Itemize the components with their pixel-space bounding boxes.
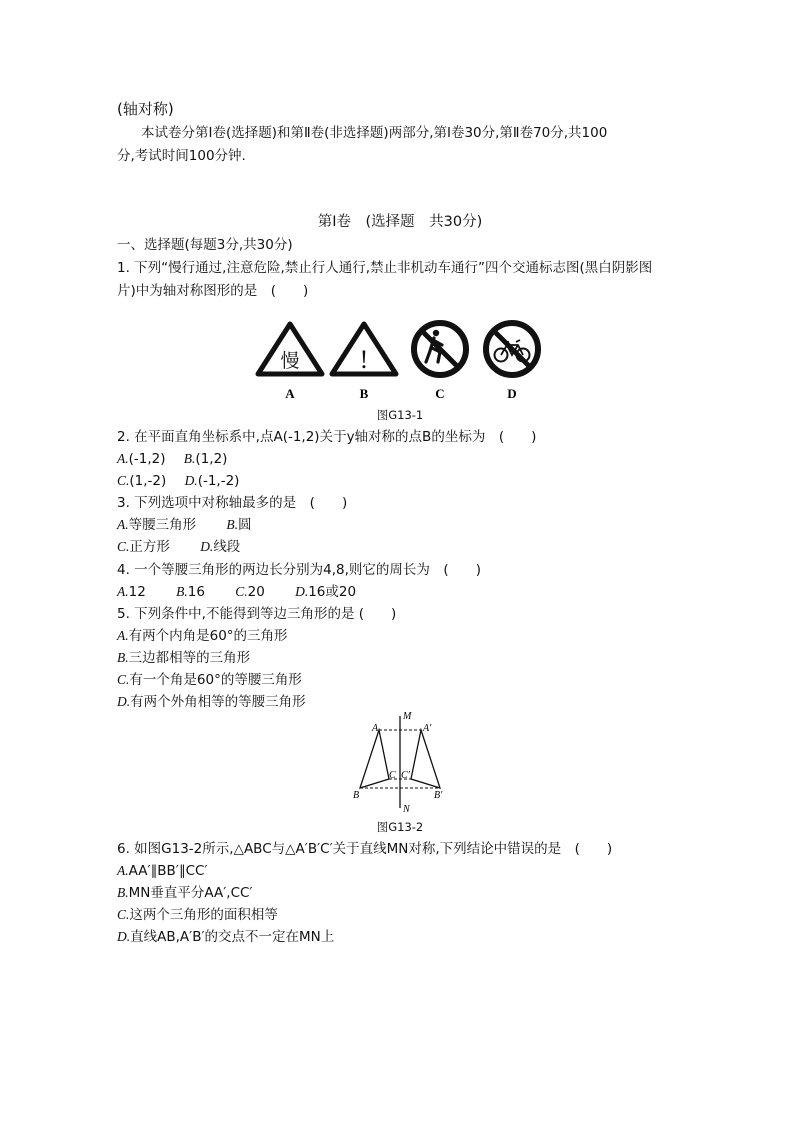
q5-option-b-text: 三边都相等的三角形 (128, 650, 251, 666)
slow-sign-icon (258, 324, 322, 374)
q1-stem-line-2: 片)中为轴对称图形的是 ( ) (117, 283, 309, 299)
label-c-prime: C′ (401, 770, 410, 781)
q6-option-b (117, 884, 253, 902)
q4-option-d-text: 16或20 (308, 584, 357, 600)
q3-option-b-letter: B. (226, 517, 239, 532)
q3-options-row-2 (117, 538, 254, 556)
q5-option-d-text: 有两个外角相等的等腰三角形 (130, 694, 306, 710)
q5-option-b (117, 649, 250, 667)
q6-option-d-text: 直线AB,A′B′的交点不一定在MN上 (130, 929, 335, 945)
label-n: N (403, 804, 410, 814)
symmetry-figure (345, 708, 455, 814)
traffic-signs-figure (250, 318, 550, 408)
q6-option-c (117, 906, 278, 924)
part1-heading: 第Ⅰ卷 (选择题 共30分) (317, 214, 483, 230)
q5-option-d (117, 693, 306, 711)
q3-option-b-text: 圆 (238, 517, 252, 533)
q6-stem: 6. 如图G13-2所示,△ABC与△A′B′C′关于直线MN对称,下列结论中错误的是 ( ) (117, 841, 613, 857)
q1-stem-line-1: 1. 下列“慢行通过,注意危险,禁止行人通行,禁止非机动车通行”四个交通标志图(黑白阴影图 (117, 260, 653, 276)
q5-option-a-text: 有两个内角是60°的三角形 (128, 628, 288, 644)
q2-option-d-letter: D. (184, 473, 198, 488)
q2-option-c-letter: C. (117, 473, 130, 488)
q6-option-b-text: MN垂直平分AA′,CC′ (128, 885, 253, 901)
q4-option-b-letter: B. (176, 584, 188, 599)
q2-stem: 2. 在平面直角坐标系中,点A(-1,2)关于y轴对称的点B的坐标为 ( ) (117, 429, 537, 445)
q3-option-d-letter: D. (200, 539, 214, 554)
figure-1-caption: 图G13-1 (376, 408, 424, 422)
q2-option-d-text: (-1,-2) (197, 473, 240, 489)
q6-option-a-letter: A. (117, 863, 129, 878)
section-heading: 一、选择题(每题3分,共30分) (117, 237, 293, 253)
q2-option-b-letter: B. (183, 451, 196, 466)
q5-stem: 5. 下列条件中,不能得到等边三角形的是 ( ) (117, 606, 397, 622)
q4-option-c-letter: C. (235, 584, 248, 599)
q6-option-d-letter: D. (117, 929, 131, 944)
intro-line-1: 本试卷分第Ⅰ卷(选择题)和第Ⅱ卷(非选择题)两部分,第Ⅰ卷30分,第Ⅱ卷70分,共100 (141, 125, 608, 141)
sign-label-d: D (507, 386, 517, 401)
sign-label-b: B (359, 386, 369, 401)
q4-options-row (117, 583, 370, 601)
q2-option-a-text: (-1,2) (128, 451, 166, 467)
q3-options-row-1 (117, 516, 266, 534)
q3-option-a-letter: A. (117, 517, 129, 532)
q4-stem: 4. 一个等腰三角形的两边长分别为4,8,则它的周长为 ( ) (117, 562, 481, 578)
q3-stem: 3. 下列选项中对称轴最多的是 ( ) (117, 495, 348, 511)
q4-option-a-text: 12 (128, 584, 146, 600)
q6-option-b-letter: B. (117, 885, 129, 900)
q2-option-c-text: (1,-2) (129, 473, 167, 489)
danger-sign-icon (332, 324, 396, 374)
q2-options-row-2 (117, 472, 253, 490)
q6-option-a (117, 862, 208, 880)
q6-option-c-letter: C. (117, 907, 130, 922)
sign-b-text: ! (359, 345, 369, 374)
q4-option-c-text: 20 (247, 584, 265, 600)
q4-option-a-letter: A. (117, 584, 129, 599)
q2-options-row-1 (117, 450, 241, 468)
exam-title: (轴对称) (117, 100, 174, 118)
q5-option-c (117, 671, 302, 689)
q3-option-c-letter: C. (117, 539, 130, 554)
q3-option-c-text: 正方形 (129, 539, 170, 555)
q4-option-b-text: 16 (187, 584, 205, 600)
figure-2-caption: 图G13-2 (376, 820, 424, 834)
q2-option-b-text: (1,2) (195, 451, 228, 467)
q5-option-c-letter: C. (117, 672, 130, 687)
q3-option-a-text: 等腰三角形 (128, 517, 197, 533)
label-a-prime: A′ (423, 723, 432, 734)
q6-option-a-text: AA′∥BB′∥CC′ (128, 863, 208, 879)
no-pedestrians-sign-icon (414, 323, 466, 375)
sign-label-c: C (435, 386, 445, 401)
q2-option-a-letter: A. (117, 451, 129, 466)
q5-option-a (117, 627, 288, 645)
label-c: C (389, 770, 396, 781)
q5-option-c-text: 有一个角是60°的等腰三角形 (129, 672, 302, 688)
q5-option-b-letter: B. (117, 650, 129, 665)
label-m: M (403, 711, 412, 722)
label-b-prime: B′ (434, 790, 443, 801)
q6-option-c-text: 这两个三角形的面积相等 (129, 907, 278, 923)
q4-option-d-letter: D. (295, 584, 309, 599)
intro-line-2: 分,考试时间100分钟. (117, 148, 246, 164)
sign-label-a: A (285, 386, 295, 401)
label-a: A (372, 723, 379, 734)
label-b: B (353, 790, 360, 801)
q5-option-a-letter: A. (117, 628, 129, 643)
no-bicycles-sign-icon (486, 323, 538, 375)
q5-option-d-letter: D. (117, 694, 131, 709)
sign-a-text: 慢 (280, 350, 300, 372)
q6-option-d (117, 928, 334, 946)
q3-option-d-text: 线段 (213, 539, 241, 555)
